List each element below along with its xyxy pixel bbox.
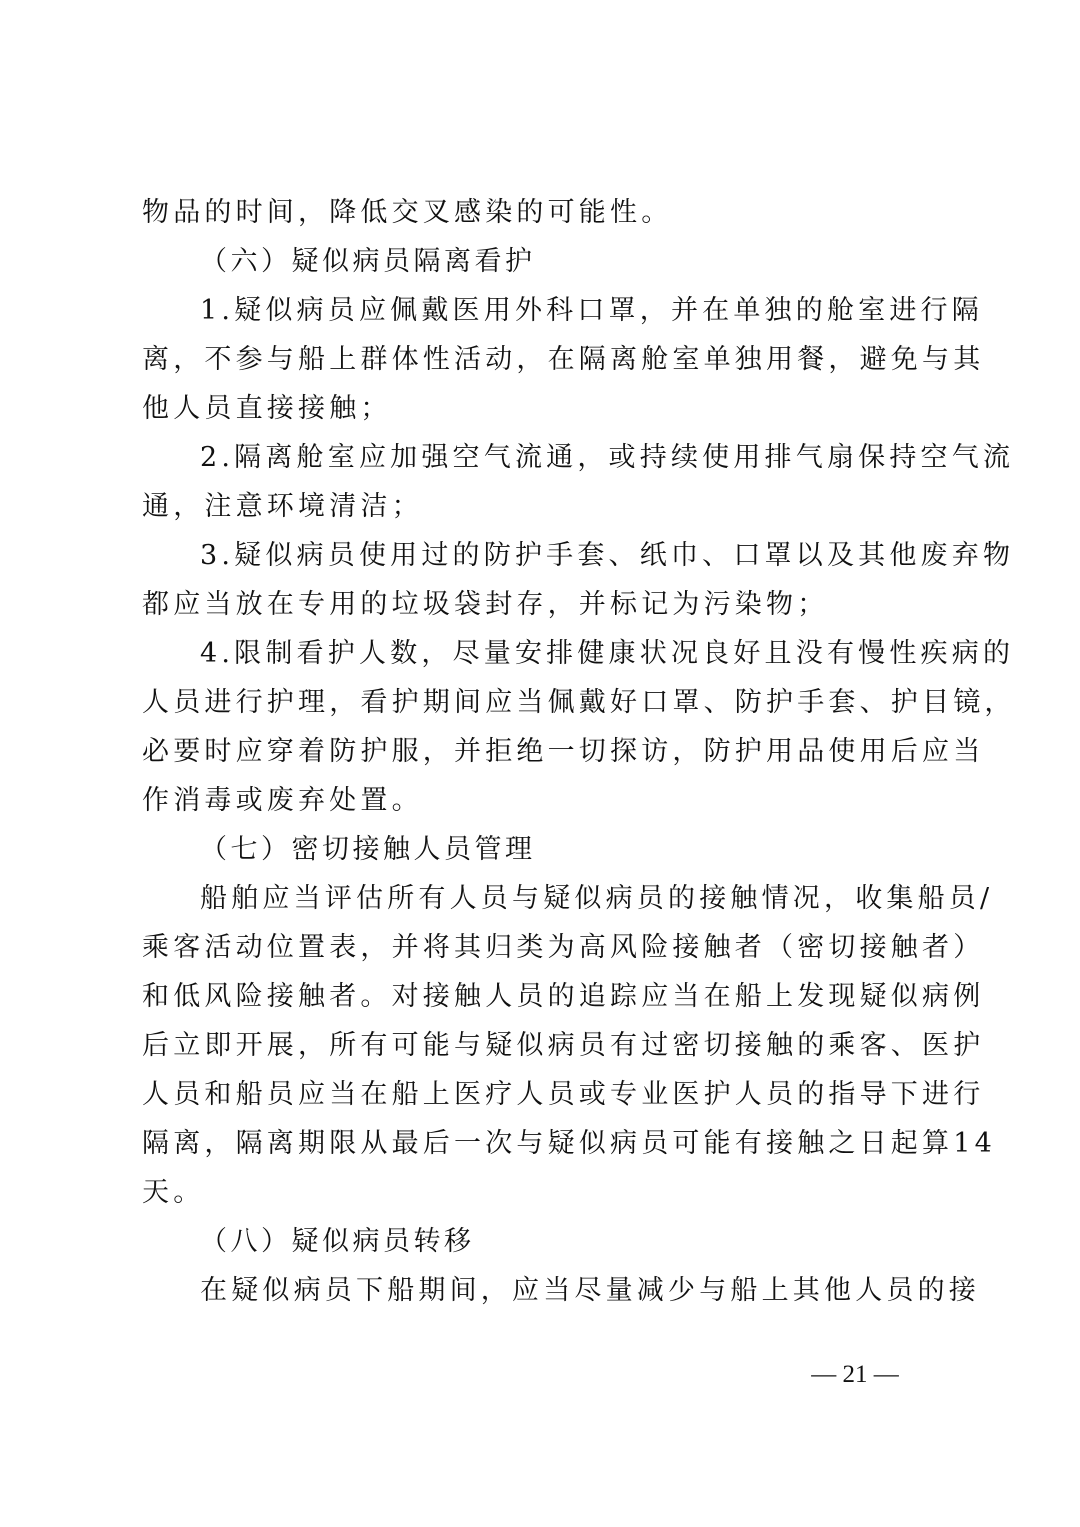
page-number: — 21 —: [811, 1361, 899, 1388]
section-heading-six: （六）疑似病员隔离看护: [200, 246, 536, 277]
paragraph-line: 1.疑似病员应佩戴医用外科口罩，并在单独的舱室进行隔: [200, 295, 983, 326]
section-heading-seven: （七）密切接触人员管理: [200, 834, 536, 865]
paragraph-line: 乘客活动位置表，并将其归类为高风险接触者（密切接触者）: [142, 932, 985, 963]
paragraph-line: 2.隔离舱室应加强空气流通，或持续使用排气扇保持空气流: [200, 442, 1015, 473]
paragraph-line: 4.限制看护人数，尽量安排健康状况良好且没有慢性疾病的: [200, 638, 1015, 669]
paragraph-line: 作消毒或废弃处置。: [142, 785, 423, 816]
paragraph-line: 他人员直接接触；: [142, 393, 392, 424]
paragraph-line: 船舶应当评估所有人员与疑似病员的接触情况，收集船员/: [200, 883, 994, 914]
paragraph-line: 都应当放在专用的垃圾袋封存，并标记为污染物；: [142, 589, 829, 620]
paragraph-line: 在疑似病员下船期间，应当尽量减少与船上其他人员的接: [200, 1275, 980, 1306]
paragraph-line: 3.疑似病员使用过的防护手套、纸巾、口罩以及其他废弃物: [200, 540, 1015, 571]
paragraph-line: 物品的时间，降低交叉感染的可能性。: [142, 197, 673, 228]
paragraph-line: 离，不参与船上群体性活动，在隔离舱室单独用餐，避免与其: [142, 344, 985, 375]
paragraph-line: 天。: [142, 1177, 205, 1208]
paragraph-line: 后立即开展，所有可能与疑似病员有过密切接触的乘客、医护: [142, 1030, 985, 1061]
section-heading-eight: （八）疑似病员转移: [200, 1226, 475, 1257]
paragraph-line: 通，注意环境清洁；: [142, 491, 423, 522]
paragraph-line: 和低风险接触者。对接触人员的追踪应当在船上发现疑似病例: [142, 981, 985, 1012]
paragraph-line: 隔离，隔离期限从最后一次与疑似病员可能有接触之日起算14: [142, 1128, 996, 1159]
body-text: [142, 188, 1016, 1315]
paragraph-line: 必要时应穿着防护服，并拒绝一切探访，防护用品使用后应当: [142, 736, 985, 767]
paragraph-line: 人员进行护理，看护期间应当佩戴好口罩、防护手套、护目镜，: [142, 687, 1016, 718]
paragraph-line: 人员和船员应当在船上医疗人员或专业医护人员的指导下进行: [142, 1079, 985, 1110]
